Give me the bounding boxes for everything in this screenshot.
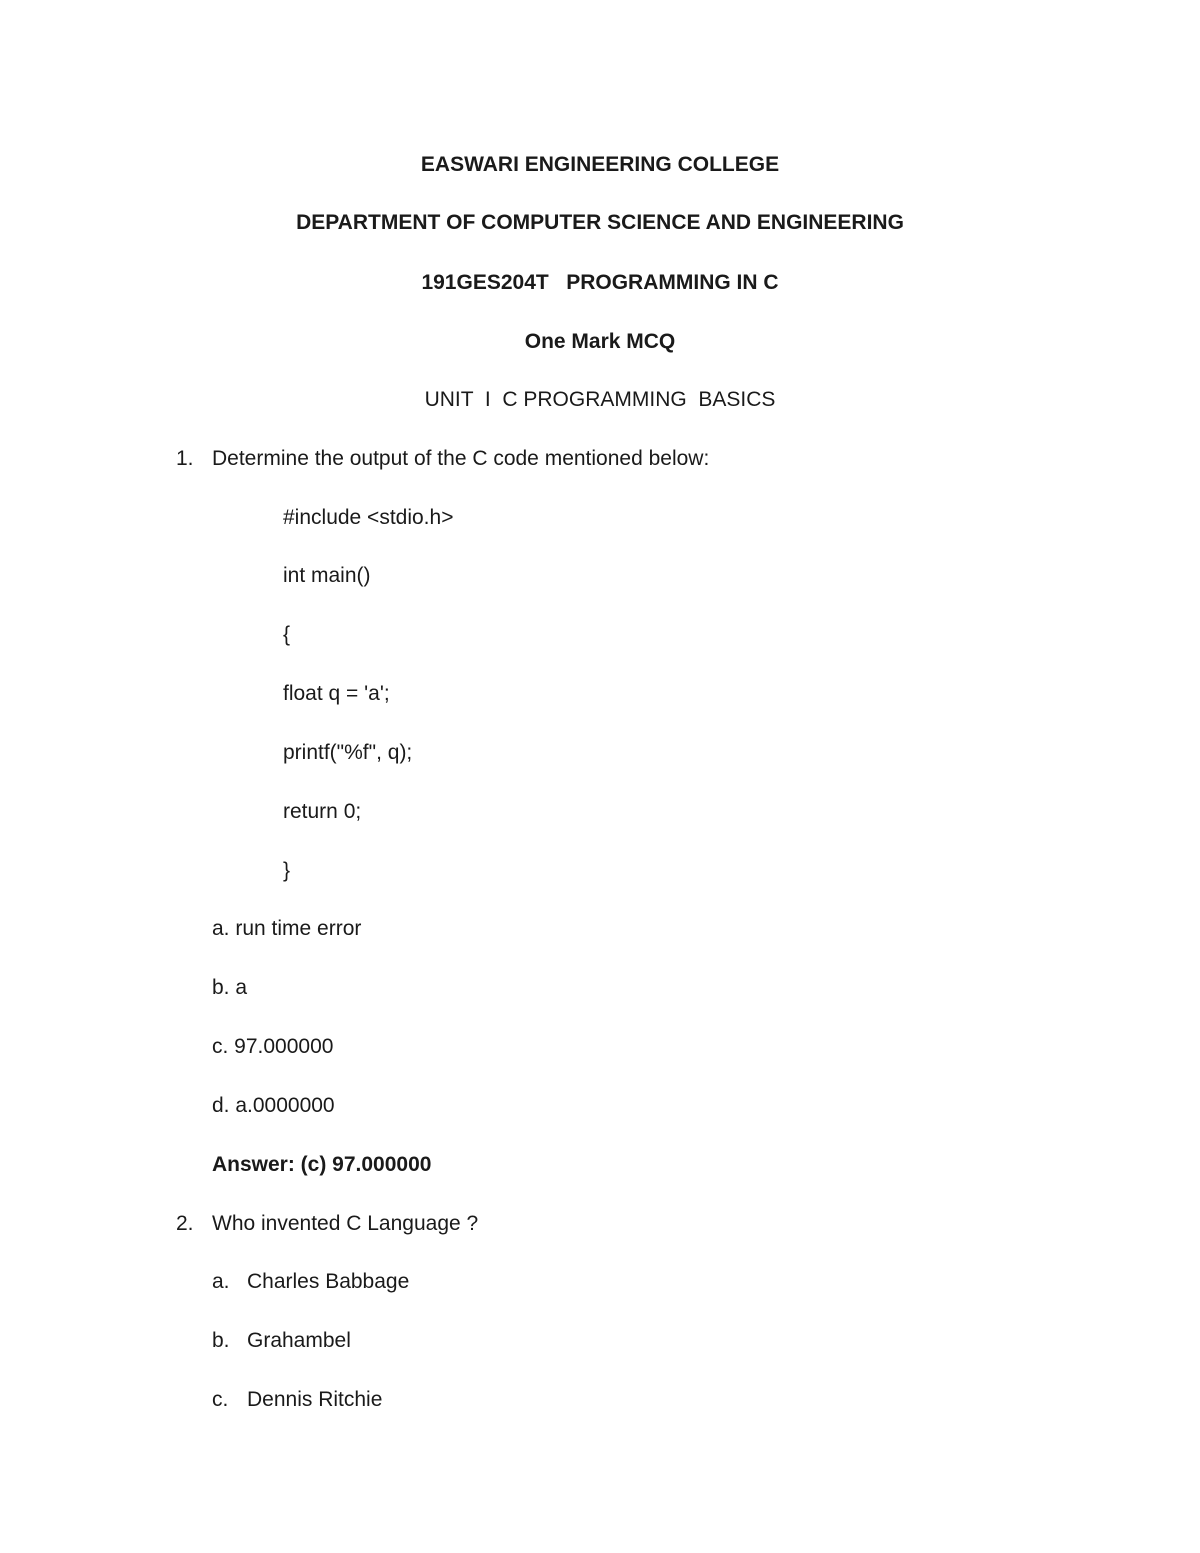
option-item: c. 97.000000: [212, 1035, 334, 1058]
department-title: DEPARTMENT OF COMPUTER SCIENCE AND ENGINEERING: [296, 211, 904, 234]
option-item: a. run time error: [212, 917, 362, 940]
option-letter: c.: [212, 1388, 229, 1411]
option-item: b. a: [212, 976, 248, 999]
code-line: float q = 'a';: [283, 682, 390, 705]
unit-title: UNIT I C PROGRAMMING BASICS: [424, 388, 776, 411]
question-text: Determine the output of the C code mentioned below:: [212, 447, 710, 470]
option-text: Charles Babbage: [247, 1270, 410, 1293]
option-text: Grahambel: [247, 1329, 351, 1352]
question-number: 2.: [176, 1212, 194, 1235]
code-line: printf("%f", q);: [283, 741, 413, 764]
option-letter: a.: [212, 1270, 230, 1293]
code-line: #include <stdio.h>: [283, 506, 454, 529]
code-line: {: [283, 623, 291, 646]
answer-line: Answer: (c) 97.000000: [212, 1153, 432, 1176]
code-line: }: [283, 859, 291, 882]
question-text: Who invented C Language ?: [212, 1212, 479, 1235]
question-number: 1.: [176, 447, 194, 470]
course-title: 191GES204T PROGRAMMING IN C: [421, 271, 779, 294]
mcq-type-title: One Mark MCQ: [524, 330, 676, 353]
option-item: d. a.0000000: [212, 1094, 335, 1117]
option-text: Dennis Ritchie: [247, 1388, 383, 1411]
option-letter: b.: [212, 1329, 230, 1352]
college-title: EASWARI ENGINEERING COLLEGE: [420, 153, 780, 176]
code-line: return 0;: [283, 800, 362, 823]
code-line: int main(): [283, 564, 371, 587]
